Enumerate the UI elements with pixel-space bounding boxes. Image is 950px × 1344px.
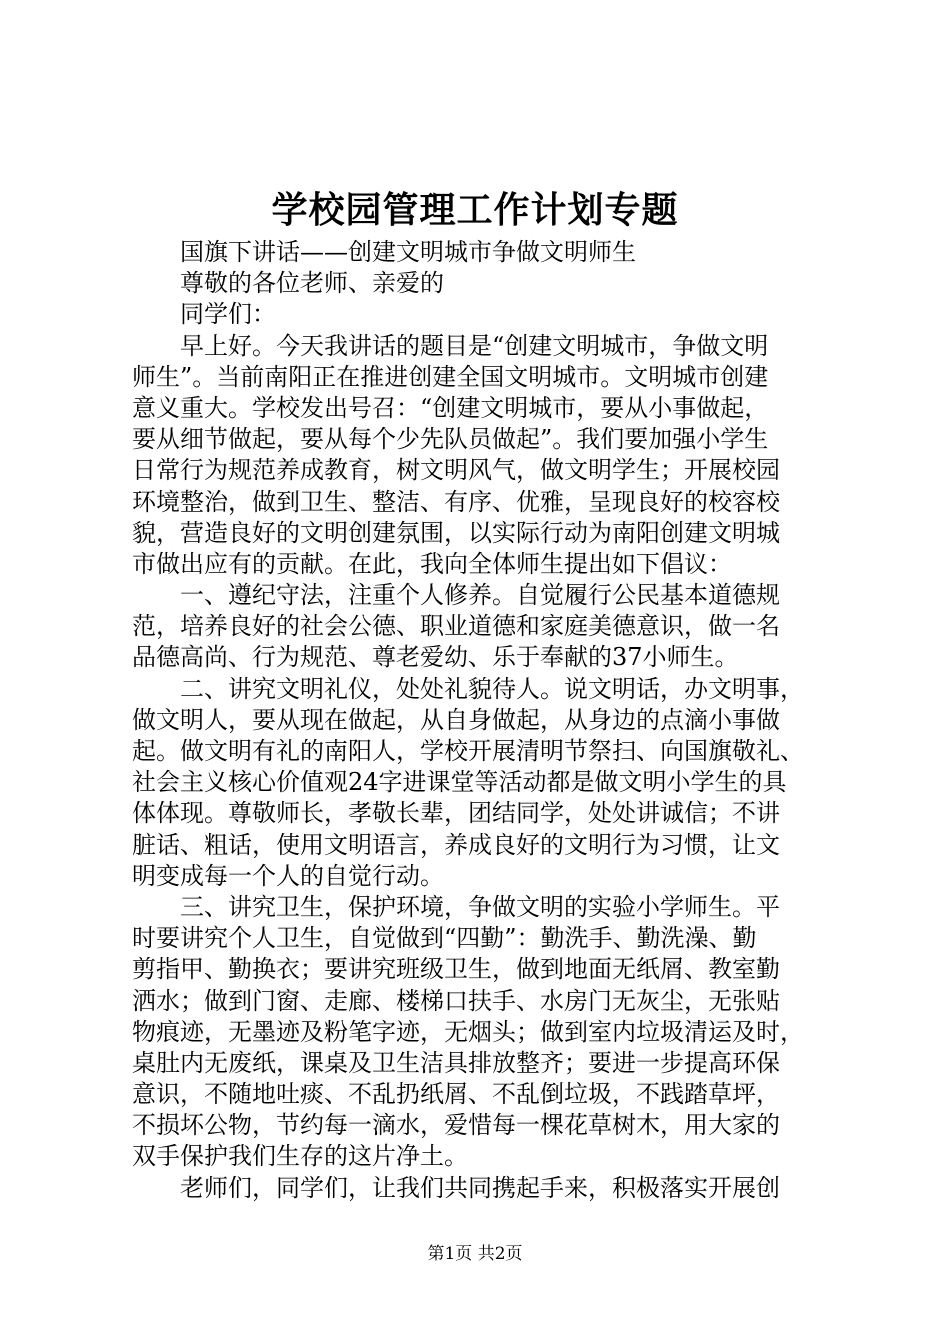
text-line: 剪指甲、勤换衣；要讲究班级卫生，做到地面无纸屑、教室勤 — [132, 955, 780, 984]
text-line: 早上好。今天我讲话的题目是“创建文明城市，争做文明 — [180, 331, 769, 360]
text-line: 二、讲究文明礼仪，处处礼貌待人。说文明话，办文明事， — [180, 674, 804, 703]
text-line: 三、讲究卫生，保护环境，争做文明的实验小学师生。平 — [180, 892, 780, 921]
text-line: 物痕迹，无墨迹及粉笔字迹，无烟头；做到室内垃圾清运及时， — [132, 1017, 804, 1046]
document-body — [132, 210, 832, 1204]
text-line: 国旗下讲话——创建文明城市争做文明师生 — [180, 238, 636, 266]
text-line: 起。做文明有礼的南阳人，学校开展清明节祭扫、向国旗敬礼、 — [132, 737, 804, 765]
text-line: 社会主义核心价值观24字进课堂等活动都是做文明小学生的具 — [132, 768, 787, 797]
text-line: 明变成每一个人的自觉行动。 — [132, 861, 444, 890]
text-line: 意义重大。学校发出号召：“创建文明城市，要从小事做起， — [132, 393, 769, 422]
text-line: 老师们，同学们，让我们共同携起手来，积极落实开展创 — [180, 1173, 780, 1202]
text-line: 不损坏公物，节约每一滴水，爱惜每一棵花草树木，用大家的 — [132, 1111, 780, 1140]
text-line: 市做出应有的贡献。在此，我向全体师生提出如下倡议： — [132, 549, 732, 578]
text-line: 日常行为规范养成教育，树文明风气，做文明学生；开展校园 — [132, 456, 780, 485]
text-line: 品德高尚、行为规范、尊老爱幼、乐于奉献的37小师生。 — [132, 643, 739, 672]
text-line: 范，培养良好的社会公德、职业道德和家庭美德意识，做一名 — [132, 612, 780, 641]
text-line: 双手保护我们生存的这片净土。 — [132, 1142, 468, 1171]
text-line: 同学们： — [180, 300, 276, 329]
text-line: 师生”。当前南阳正在推进创建全国文明城市。文明城市创建 — [132, 362, 769, 391]
text-line: 一、遵纪守法，注重个人修养。自觉履行公民基本道德规 — [180, 581, 780, 610]
text-line: 尊敬的各位老师、亲爱的 — [180, 269, 444, 298]
text-line: 脏话、粗话，使用文明语言，养成良好的文明行为习惯，让文 — [132, 830, 780, 859]
page-footer: 第1页 共2页 — [427, 1244, 523, 1264]
text-line: 桌肚内无废纸，课桌及卫生洁具排放整齐；要进一步提高环保 — [132, 1048, 780, 1077]
text-line: 意识，不随地吐痰、不乱扔纸屑、不乱倒垃圾，不践踏草坪， — [132, 1080, 780, 1109]
text-line: 貌，营造良好的文明创建氛围，以实际行动为南阳创建文明城 — [132, 518, 780, 547]
text-line: 要从细节做起，要从每个少先队员做起”。我们要加强小学生 — [132, 425, 769, 454]
text-line: 体体现。尊敬师长，孝敬长辈，团结同学，处处讲诚信；不讲 — [132, 799, 780, 828]
document-title: 学校园管理工作计划专题 — [271, 189, 679, 231]
text-line: 环境整治，做到卫生、整洁、有序、优雅，呈现良好的校容校 — [132, 487, 780, 516]
text-line: 时要讲究个人卫生，自觉做到“四勤”：勤洗手、勤洗澡、勤 — [132, 924, 757, 953]
text-line: 做文明人，要从现在做起，从自身做起，从身边的点滴小事做 — [132, 705, 780, 734]
text-line: 洒水；做到门窗、走廊、楼梯口扶手、水房门无灰尘，无张贴 — [132, 986, 780, 1015]
